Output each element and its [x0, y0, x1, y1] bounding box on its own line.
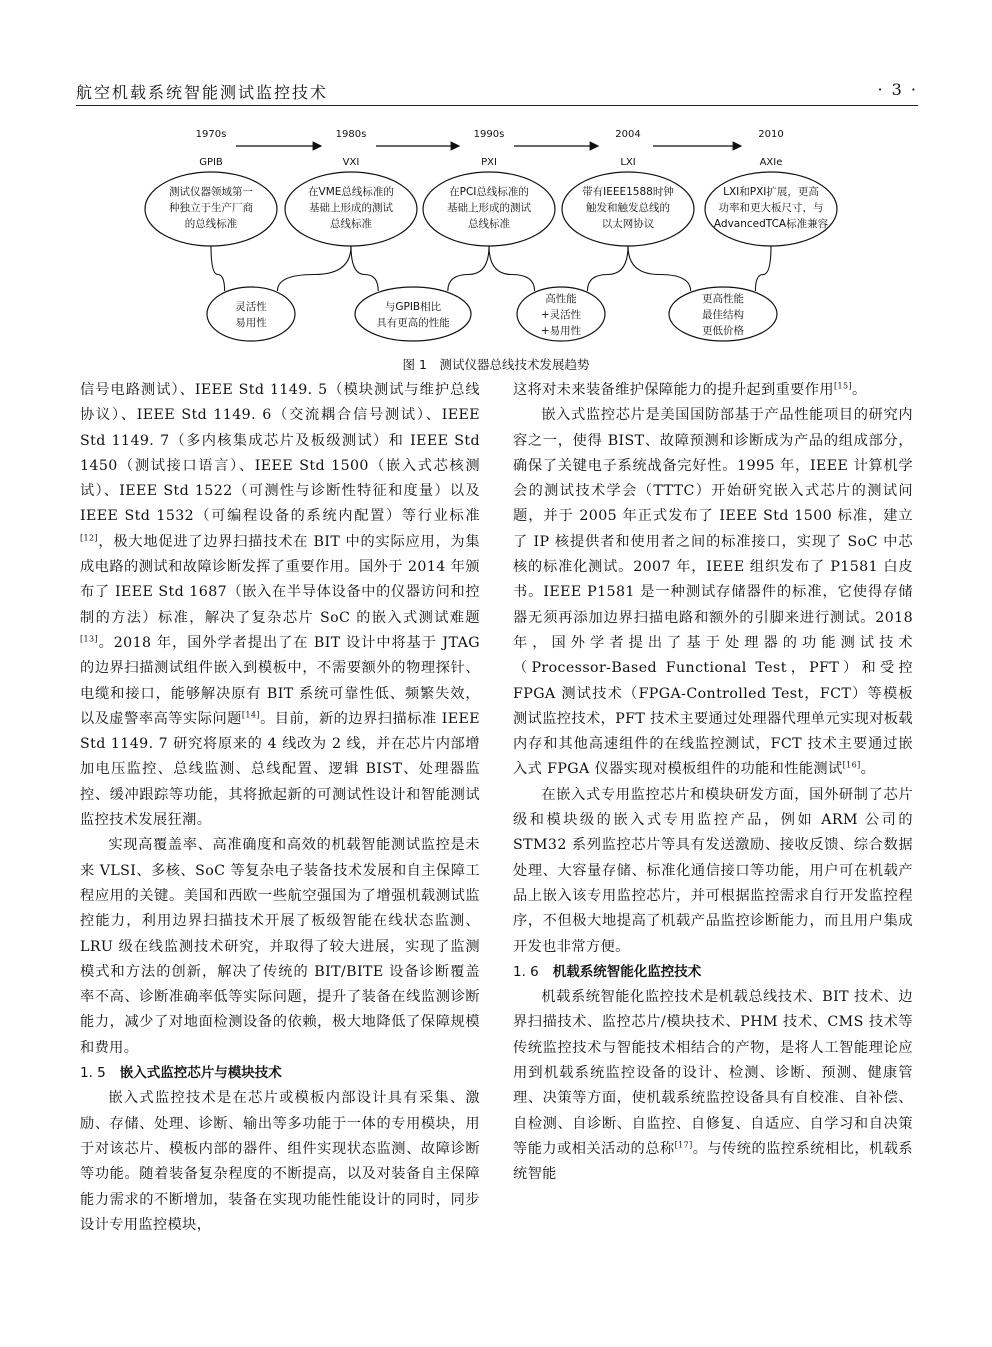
section-title: 机载系统智能化监控技术: [552, 963, 702, 980]
paragraph-text: 。: [851, 382, 867, 398]
era-desc-line: 在VME总线标准的: [308, 186, 394, 198]
era-desc-line: 测试仪器领域第一: [169, 186, 253, 198]
era-desc-line: LXI和PXI扩展，更高: [723, 186, 819, 198]
connector-curve: [628, 246, 691, 291]
section-number: 1. 5: [80, 1065, 106, 1082]
feature-line: 易用性: [235, 317, 267, 329]
paragraph-text: 信号电路测试）、IEEE Std 1149. 5（模块测试与维护总线协议）、IEEE Std 1149. 6（交流耦合信号测试）、IEEE Std 1149. 7（多内核集成芯片及板级测试）和 IEEE Std 1450（测试接口语言）、IEEE Std 1500（嵌入式芯核测试）、IEEE Std 1522（可测性与诊断性特征和度量）以及 IEEE Std 1532（可编程设备的系统内配置）等行业标准: [80, 382, 480, 525]
left-column: [80, 378, 480, 1238]
connector-curve: [277, 246, 351, 291]
paragraph-text: 在嵌入式专用监控芯片和模块研发方面，国外研制了芯片级和模块级的嵌入式专用监控产品，例如 ARM 公司的 STM32 系列监控芯片等具有发送激励、接收反馈、综合数据处理、大容量存储、标准化通信接口等功能，用户可在机载产品上嵌入该专用监控芯片，并可根据监控需求自行开发监控程序，不但极大地提高了机载产品监控诊断能力，而且用户集成开发也非常方便。: [513, 786, 913, 955]
bus-label: VXI: [342, 157, 360, 168]
era-year: 1970s: [195, 129, 227, 140]
connector-curve: [351, 246, 378, 291]
figure-caption: 图 1 测试仪器总线技术发展趋势: [402, 357, 590, 372]
body-paragraph: [513, 403, 913, 782]
era-desc-line: 基础上形成的测试: [309, 202, 393, 214]
feature-oval: [355, 287, 471, 341]
era-desc-line: 总线标准: [330, 218, 372, 230]
paragraph-text: 嵌入式监控技术是在芯片或模板内部设计具有采集、激励、存储、处理、诊断、输出等多功能于一体的专用模块，用于对该芯片、模板内部的器件、组件实现状态监测、故障诊断等功能。随着装备复杂程度的不断提高，以及对装备自主保障能力需求的不断增加，装备在实现功能性能设计的同时，同步设计专用监控模块，: [80, 1090, 480, 1233]
section-number: 1. 6: [513, 963, 539, 980]
right-column: [513, 378, 913, 1188]
era-desc-line: 功率和更大板尺寸，与: [718, 202, 824, 214]
paragraph-text: 这将对未来装备维护保障能力的提升起到重要作用: [513, 382, 834, 398]
era-desc-line: 的总线标准: [184, 218, 238, 230]
header-rule: [76, 105, 918, 106]
feature-line: +灵活性: [540, 309, 582, 321]
feature-line: 高性能: [545, 293, 577, 305]
figure-bus-trend: [0, 110, 992, 370]
body-paragraph: [513, 985, 913, 1187]
paragraph-text: 。2018 年，国外学者提出了在 BIT 设计中将基于 JTAG 的边界扫描测试组件嵌入到模板中，不需要额外的物理探针、电缆和接口，能够解决原有 BIT 系统可靠性低、频繁失效，以及虚警率高等实际问题: [80, 634, 480, 727]
bus-label: PXI: [481, 157, 497, 168]
journal-title: 航空机载系统智能测试监控技术: [76, 83, 329, 102]
paragraph-text: 机载系统智能化监控技术是机载总线技术、BIT 技术、边界扫描技术、监控芯片/模块技术、PHM 技术、CMS 技术等传统监控技术与智能技术相结合的产物，是将人工智能理论应用到机载系统监控设备的设计、检测、诊断、预测、健康管理、决策等方面，使机载系统监控设备具有自校准、自补偿、自检测、自诊断、自监控、自修复、自适应、自学习和自决策等能力或相关活动的总称: [513, 989, 913, 1157]
bus-label: LXI: [620, 157, 636, 168]
era-year: 1980s: [335, 129, 367, 140]
era-year: 2004: [615, 129, 641, 140]
section-title: 嵌入式监控芯片与模块技术: [119, 1065, 282, 1082]
paragraph-text: 。与传统的监控系统相比，机载系统智能: [513, 1140, 913, 1183]
feature-line: +易用性: [540, 325, 582, 337]
section-heading: [513, 960, 913, 985]
era-desc-line: 带有IEEE1588时钟: [582, 186, 674, 198]
feature-line: 具有更高的性能: [376, 317, 450, 329]
era-desc-line: 基础上形成的测试: [447, 202, 531, 214]
feature-line: 更高性能: [702, 293, 744, 305]
paragraph-text: 实现高覆盖率、高准确度和高效的机载智能测试监控是未来 VLSI、多核、SoC 等复杂电子装备技术发展和自主保障工程应用的关键。美国和西欧一些航空强国为了增强机载测试监控能力，利用边界扫描技术开展了板级智能在线状态监测、LRU 级在线监测技术研究，并取得了较大进展，实现了监测模式和方法的创新，解决了传统的 BIT/BITE 设备诊断覆盖率不高、诊断准确率低等实际问题，提升了装备在线监测诊断能力，减少了对地面检测设备的依赖，极大地降低了保障规模和费用。: [80, 837, 480, 1056]
bus-label: GPIB: [199, 157, 223, 168]
era-desc-line: 在PCI总线标准的: [449, 186, 529, 198]
paragraph-text: 嵌入式监控芯片是美国国防部基于产品性能项目的研究内容之一，使得 BIST、故障预测和诊断成为产品的组成部分，确保了关键电子系统战备完好性。1995 年，IEEE 计算机学会的测试技术学会（TTTC）开始研究嵌入式芯片的测试问题，并于 2005 年正式发布了 IEEE Std 1500 标准，建立了 IP 核提供者和使用者之间的标准接口，实现了 SoC 中芯核的标准化测试。2007 年，IEEE 组织发布了 P1581 白皮书。IEEE P1581 是一种测试存储器件的标准，它使得存储器无须再添加边界扫描电路和额外的引脚来进行测试。2018 年，国外学者提出了基于处理器的功能测试技术（Processor-Based Functional Test，PFT）和受控 FPGA 测试技术（FPGA-Controlled Test，FCT）等模板测试监控技术，PFT 技术主要通过处理器代理单元实现对板载内存和其他高速组件的在线监控测试，FCT 技术主要通过嵌入式 FPGA 仪器实现对模板组件的功能和性能测试: [513, 407, 913, 778]
paragraph-text: ，极大地促进了边界扫描技术在 BIT 中的实际应用，为集成电路的测试和故障诊断发挥了重要作用。国外于 2014 年颁布了 IEEE Std 1687（嵌入在半导体设备中的仪器访问和控制的方法）标准，解决了复杂芯片 SoC 的嵌入式测试难题: [80, 533, 480, 626]
citation-ref[interactable]: [13]: [80, 634, 99, 644]
body-paragraph: [80, 378, 480, 833]
bus-trend-diagram: [0, 110, 992, 355]
era-desc-line: 种独立于生产厂商: [169, 202, 253, 214]
bus-label: AXIe: [759, 157, 783, 168]
citation-ref[interactable]: [17]: [674, 1140, 693, 1150]
citation-ref[interactable]: [16]: [842, 760, 861, 770]
citation-ref[interactable]: [15]: [833, 381, 852, 391]
era-desc-line: 总线标准: [468, 218, 510, 230]
feature-line: 更低价格: [702, 325, 744, 337]
citation-ref[interactable]: [14]: [241, 710, 260, 720]
connector-curve: [448, 246, 489, 291]
era-year: 2010: [758, 129, 784, 140]
connector-curve: [587, 246, 628, 291]
body-paragraph: [80, 833, 480, 1061]
citation-ref[interactable]: [12]: [80, 533, 99, 543]
body-paragraph: [80, 1086, 480, 1238]
running-header: [76, 78, 918, 104]
connector-curve: [211, 246, 225, 291]
body-paragraph: [513, 783, 913, 960]
section-heading: [80, 1061, 480, 1086]
connector-curve: [755, 246, 771, 291]
page-number: · 3 ·: [877, 80, 918, 99]
feature-line: 灵活性: [235, 301, 267, 313]
feature-line: 最佳结构: [702, 309, 744, 321]
paragraph-text: 。: [860, 761, 876, 778]
era-desc-line: 以太网协议: [601, 218, 655, 230]
era-desc-line: 触发和触发总线的: [586, 202, 670, 214]
feature-oval: [207, 287, 295, 341]
connector-curve: [489, 246, 535, 291]
era-year: 1990s: [473, 129, 505, 140]
body-paragraph: [513, 378, 913, 403]
feature-line: 与GPIB相比: [384, 301, 442, 313]
era-desc-line: AdvancedTCA标准兼容: [713, 218, 829, 230]
paragraph-text: 。目前，新的边界扫描标准 IEEE Std 1149. 7 研究将原来的 4 线改为 2 线，并在芯片内部增加电压监控、总线监测、总线配置、逻辑 BIST、处理器监控、缓冲跟踪等功能，其将掀起新的可测试性设计和智能测试监控技术发展狂潮。: [80, 710, 480, 829]
